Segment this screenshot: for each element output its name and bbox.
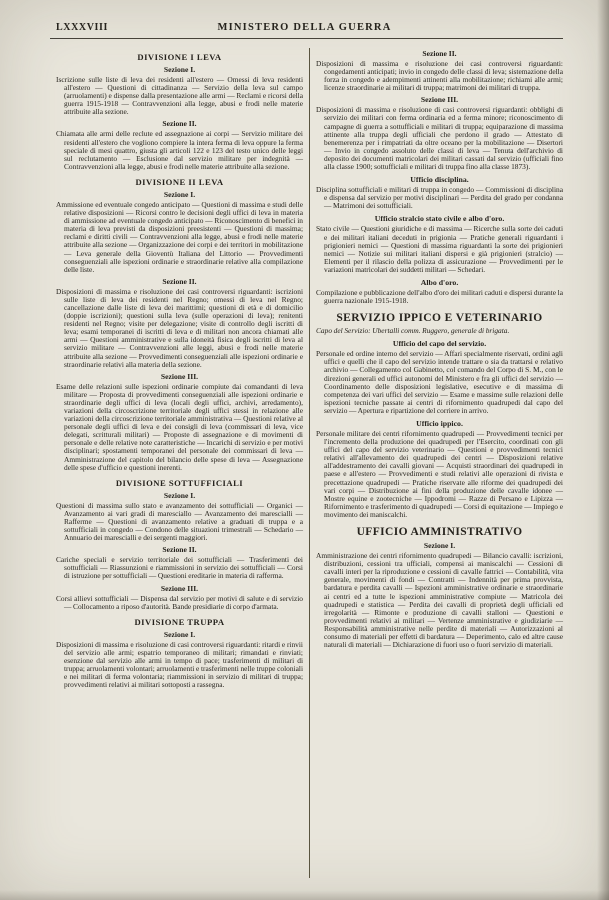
- office-heading: Ufficio del capo del servizio.: [392, 339, 487, 349]
- office-heading: Ufficio ippico.: [416, 419, 463, 428]
- section-heading: Sezione I.: [163, 189, 196, 199]
- page-folio: LXXXVIII: [56, 22, 109, 33]
- section-heading: Sezione III.: [160, 371, 199, 381]
- office-heading: Ufficio disciplina.: [410, 175, 469, 185]
- index-paragraph: Disposizioni di massima e risoluzione dei casi controversi riguardanti: congedamenti anticipati; invio in congedo delle classi di leva; sistemazione della forza in congedo e adempimenti attinenti alla mobilitazione; richiami alle armi; licenze straordinarie ai militari di truppa; matrimoni dei militari di truppa.: [316, 59, 563, 93]
- index-paragraph: Stato civile — Questioni giuridiche e di massima — Ricerche sulla sorte dei caduti e dei militari italiani deceduti in prigionia — Pratiche generali riguardanti i prigionieri nemici — Questioni di massima riguardanti la sorte dei prigionieri nemici — Notizie sui militari italiani dispersi e già prigionieri (stralcio) — Elementi per il rilascio della polizza di assicurazione — Provvedimenti per le variazioni matricolari dei suddetti militari — Schedari.: [316, 224, 563, 274]
- index-paragraph: Ammissione ed eventuale congedo anticipato — Questioni di massima e studi delle relative disposizioni — Ricorsi contro le decisioni degli uffici di leva in materia di ammissione ad eventuale congedo anticipato — Riconoscimento di benefici in materia di leva previsti da disposizioni preesistenti — Questioni di massima; reclami e diritti civili — Contravvenzioni alla legge, abusi e frodi nelle materie attribuite alla sezione — Organizzazione dei corpi e dei territori in mobilitazione — Leva generale della Gioventù Italiana del Littorio — Provvedimenti conseguenziali alle ispezioni ordinarie e straordinarie relative alla compilazione delle liste.: [56, 199, 303, 274]
- section-heading: Sezione II.: [162, 276, 197, 286]
- section-heading: Sezione II.: [162, 119, 197, 129]
- index-paragraph: Personale ed ordine interno del servizio — Affari specialmente riservati, ordini agli uffici e quelli che il capo del servizio intende trattare o sia da trattarsi e relativo archivio — Collegamento col Gabinetto, col comando del Corpo di S. M., con le direzioni generali ed uffici autonomi del Ministero e fra gli uffici del servizio — Coordinamento delle disposizioni legislative, esecutive e di massima di competenza dei vari uffici del servizio — Esame e massime sulle relazioni delle ispezioni tecniche passate ai centri di rifornimento quadrupedi dal capo del servizio — Apertura e ripartizione del corriere in arrivo.: [316, 349, 563, 415]
- division-heading: DIVISIONE SOTTUFFICIALI: [115, 477, 244, 488]
- office-heading: Albo d'oro.: [420, 277, 459, 287]
- division-heading: DIVISIONE TRUPPA: [134, 616, 225, 627]
- page-title: MINISTERO DELLA GUERRA: [217, 22, 392, 33]
- section-heading: Sezione I.: [163, 629, 196, 639]
- index-paragraph: Chiamata alle armi delle reclute ed assegnazione ai corpi — Servizio militare dei residenti all'estero che vogliono compiere la intera ferma di leva oppure la ferma speciale di mesi quattro, giusta gli articoli 122 e 123 del testo unico delle leggi sul reclutamento — Esclusione dal servizio militare per indegnità — Contravvenzioni alla legge, abusi e frodi nelle materie attribuite alla sezione.: [56, 129, 303, 171]
- scan-edge-shadow-bottom: [0, 890, 609, 900]
- service-chief-line: Capo del Servizio: Ubertalli comm. Ruggero, generale di brigata.: [316, 326, 510, 336]
- division-heading: DIVISIONE I LEVA: [137, 52, 222, 62]
- index-paragraph: Disciplina sottufficiali e militari di truppa in congedo — Commissioni di disciplina e dispensa dal servizio per motivi disciplinari — Perdita del grado per condanna — Matrimoni dei sottufficiali.: [316, 185, 563, 211]
- index-paragraph: Corsi allievi sottufficiali — Dispensa dal servizio per motivi di salute e di servizio — Collocamento a riposo d'autorità. Bande presidiarie di corpo d'armata.: [56, 593, 303, 611]
- two-column-body: [56, 46, 563, 884]
- index-paragraph: Iscrizione sulle liste di leva dei residenti all'estero — Omessi di leva residenti all'estero — Questioni di cittadinanza — Servizio della leva sul campo (arruolamenti) e dispense dalla presentazione alle armi — Reclami e ricorsi della guerra 1915-1918 — Contravvenzioni alla legge, abusi e frodi nelle materie attribuite alla sezione.: [56, 75, 303, 117]
- column-divider-rule: [309, 48, 310, 878]
- right-column: [316, 46, 563, 884]
- service-heading: SERVIZIO IPPICO E VETERINARIO: [336, 312, 543, 325]
- header-rule: [50, 38, 563, 39]
- left-column: [56, 46, 303, 884]
- index-paragraph: Disposizioni di massima e risoluzione dei casi controversi riguardanti: iscrizioni sulle liste di leva dei residenti nel Regno; omessi di leva nel Regno; cancellazione dalle liste di leva dei marittimi; questioni di età e di domicilio (doppie iscrizioni); questioni sulla leva (sulle operazioni di leva); renitenti residenti nel Regno; visite per delegazione; visite di controllo degli iscritti di leva; esami temporanei di iscritti di leva e di militari non ancora chiamati alle armi — Questioni amministrative e sulla idoneità fisica degli iscritti di leva al servizio militare — Contravvenzioni alle leggi, abusi e frodi nelle materie attribuite alla sezione — Provvedimenti conseguenziali alle ispezioni ordinarie e straordinarie relativi alla materia della sezione.: [56, 286, 303, 369]
- index-paragraph: Cariche speciali e servizio territoriale dei sottufficiali — Trasferimenti dei sottufficiali — Riassunzioni e riammissioni in servizio dei sottufficiali — Corsi di istruzione per sottufficiali — Questioni ereditarie in materia di rafferma.: [56, 555, 303, 581]
- index-paragraph: Questioni di massima sullo stato e avanzamento dei sottufficiali — Organici — Avanzamento ai vari gradi di maresciallo — Avanzamento dei marescialli — Rafferme — Questioni di avanzamento relative a graduati di truppa e a sottufficiali in congedo — Condono delle situazioni trimestrali — Schedario — Annuario dei marescialli e dei sergenti maggiori.: [56, 500, 303, 543]
- scan-edge-shadow-right: [597, 0, 609, 900]
- service-heading: UFFICIO AMMINISTRATIVO: [356, 526, 523, 539]
- index-paragraph: Amministrazione dei centri rifornimento quadrupedi — Bilancio cavalli: iscrizioni, distribuzioni, cessioni tra ufficiali, compensi ai maniscalchi — Cessioni di cavalli interi per la riproduzione e cessioni di cavalle fattrici — Contabilità, vita generale, movimenti di fondi — Contratti — Indennità per prima provvista, bardatura e perdita cavalli — Ispezioni amministrative ordinarie e straordinarie ai centri ed a tutte le ispezioni amministrative compiute — Matricola dei quadrupedi e statistica — Perdita dei cavalli di proprietà degli ufficiali ed irregolarità — Rimonte e produzione di cavalli stalloni — Questioni e provvedimenti relativi ai militari — Vertenze amministrative e giudiziarie — Responsabilità amministrative nelle perdite di materiali — Autorizzazioni al consumo di materiali per effetti di bardatura — Deperimento, calo ed altre cause naturali di materiali — Dichiarazione di fuori uso o fuori servizio di materiali.: [316, 551, 563, 650]
- section-heading: Sezione I.: [423, 541, 456, 551]
- section-heading: Sezione I.: [163, 490, 196, 500]
- office-heading: Ufficio stralcio stato civile e albo d'oro.: [374, 214, 505, 224]
- index-paragraph: Esame delle relazioni sulle ispezioni ordinarie compiute dai comandanti di leva militare — Proposta di provvedimenti conseguenziali alle ispezioni ordinarie e straordinarie degli uffici di leva (locali degli uffici, archivi, arredamento), variazioni della circoscrizione territoriale degli uffici stessi in relazione alle variazioni della circoscrizione territoriale amministrativa — Questioni relative al personale degli uffici di leva e dei consigli di leva (commissari di leva, vice delegati, scritturali militari) — Proposte di assegnazione e di movimenti di personale e delle relative note caratteristiche — Incarichi di servizio e per motivi disciplinari; spostamenti temporanei del personale dei commissari di leva — Amministrazione del capitolo del bilancio delle spese di leva — Assegnazione delle spese d'ufficio e questioni inerenti.: [56, 381, 303, 472]
- index-paragraph: Disposizioni di massima e risoluzione di casi controversi riguardanti: ritardi e rinvii del servizio alle armi; espatrio temporaneo di militari; rimandati e rinviati; esenzione dal servizio alle armi in tempo di pace; trasferimenti di militari di truppa; arruolamenti volontari; arruolamenti e trasferimenti nelle truppe coloniali e nei militari di ferma volontaria; riammissioni in servizio di militari di truppa; provvedimenti relativi ai militari sottoposti a rassegna.: [56, 639, 303, 690]
- index-paragraph: Personale militare dei centri rifornimento quadrupedi — Provvedimenti tecnici per l'incremento della produzione dei quadrupedi per l'Esercito, coordinati con gli uffici del capo del servizio veterinario — Questioni e provvedimenti tecnici relativi all'allevamento dei quadrupedi dei centri — Disposizioni relative all'addestramento dei cavalli giovani — Acquisti straordinari dei quadrupedi in paese e all'estero — Provvedimenti e studi relativi alle operazioni di rivista e precettazione quadrupedi — Pratiche riservate alle riforme dei quadrupedi dei vari corpi — Distribuzione ai fini della produzione delle cavalle idonee — Mostre equine e zootecniche — Ippodromi — Razze di Persano e Lipizza — Rifornimento e trasferimento di quadrupedi — Corsi di equitazione — Impiego e movimento dei maniscalchi.: [316, 429, 563, 519]
- index-paragraph: Disposizioni di massima e risoluzione di casi controversi riguardanti: obblighi di servizio dei militari con ferma ordinaria ed a ferma minore; riconoscimento di campagne di guerra a sottufficiali e militari di truppa; equiparazione di massima attinente alla truppa degli ufficiali che perdono il grado — Attestato di benemerenza per i rimpatriati da oltre oceano per la mobilitazione — Disertori — Invio in congedo assoluto delle classi di leva — Tenuta dell'archivio di deposito dei documenti matricolari dei militari cassati dal servizio (ufficiali fino alla classe 1900; sottufficiali e militari di truppa fino alla classe 1873).: [316, 105, 563, 172]
- division-heading: DIVISIONE II LEVA: [135, 176, 224, 187]
- section-heading: Sezione I.: [163, 65, 196, 74]
- section-heading: Sezione III.: [160, 583, 199, 593]
- index-paragraph: Compilazione e pubblicazione dell'albo d'oro dei militari caduti e dispersi durante la guerra nazionale 1915-1918.: [316, 287, 563, 306]
- section-heading: Sezione III.: [420, 95, 459, 105]
- section-heading: Sezione II.: [422, 49, 457, 58]
- section-heading: Sezione II.: [162, 545, 197, 555]
